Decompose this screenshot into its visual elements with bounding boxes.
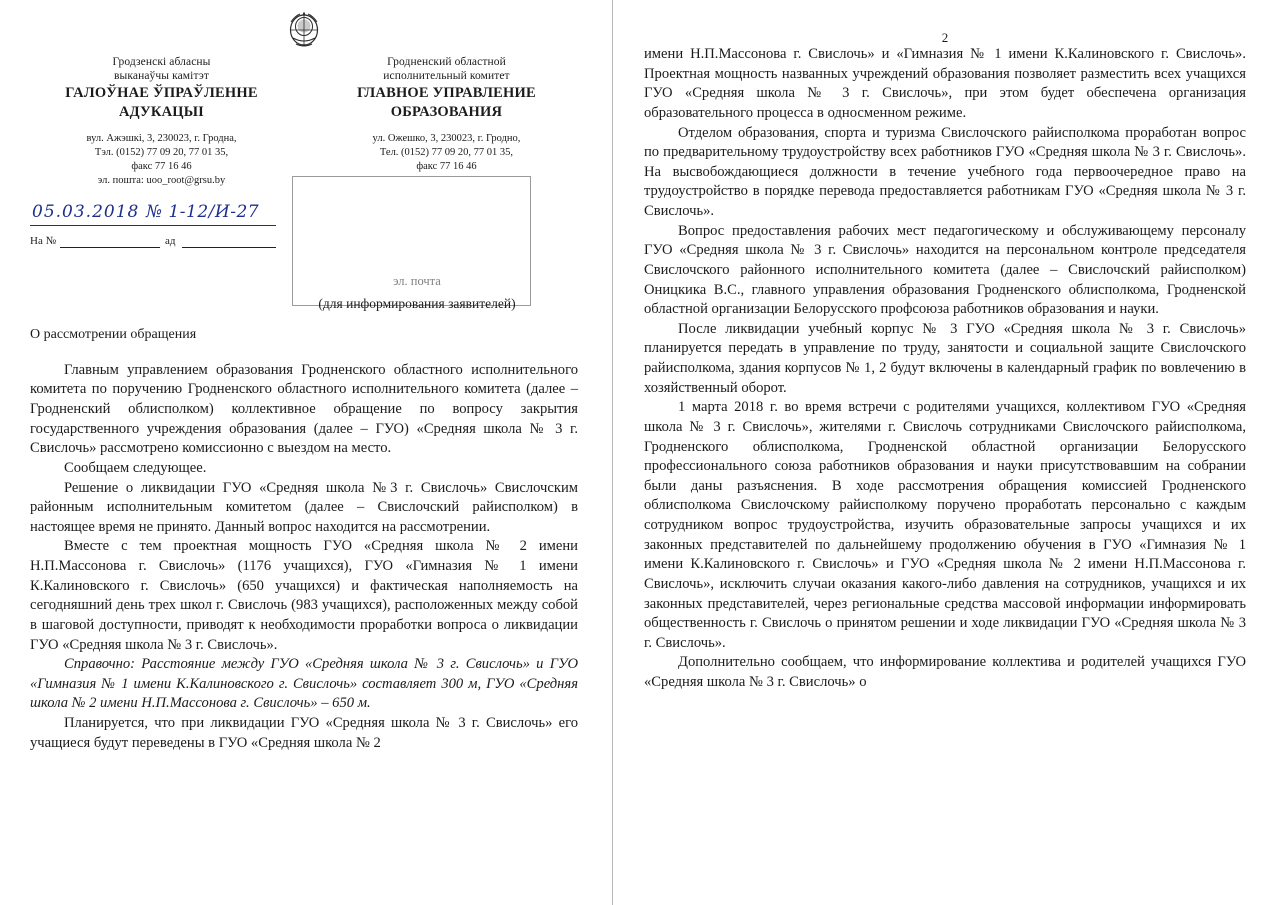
letterhead-belarusian [30, 56, 293, 188]
belarus-coat-of-arms-icon [284, 6, 324, 50]
letterhead-ru-line2: исполнительный комитет [383, 69, 510, 82]
letterhead-ru-title2: ОБРАЗОВАНИЯ [390, 104, 503, 121]
paragraph: Главным управлением образования Гродненского областного исполнительного комитета по поручению Гродненского областного исполнительного комитета (далее – Гродненский облисполком) коллективное обращение по вопросу закрытия государственного учреждения образования (далее – ГУО) «Средняя школа № 3 г. Свислочь» рассмотрено комиссионно с выездом на место. [30, 361, 578, 457]
registration-number: № 1-12/И-27 [146, 201, 260, 222]
letterhead-ru-addr2: Тел. (0152) 77 09 20, 77 01 35, [379, 147, 514, 159]
reply-reference-label: На № [30, 234, 57, 247]
document-left-page [0, 0, 612, 905]
document-subject: О рассмотрении обращения [30, 326, 197, 342]
page-number: 2 [941, 30, 949, 45]
letterhead-russian [315, 56, 578, 188]
letterhead-ru-line1: Гродненский областной [387, 56, 506, 68]
letterhead-be-addr4: эл. пошта: uoo_root@grsu.by [97, 174, 226, 186]
reply-reference-line [30, 233, 280, 253]
reply-date-rule [182, 247, 276, 248]
letterhead [30, 56, 578, 188]
page-column-divider [612, 0, 613, 905]
paragraph: 1 марта 2018 г. во время встречи с родителями учащихся, коллективом ГУО «Средняя школа № 3 г. Свислочь», жителями г. Свислочь сотрудниками Свислочского райисполкома, Гродненского облисполкома, Гродненской областной организации Белорусского профессионального союза работников образования и науки присутствовавшим на собрании были даны разъяснения. В ходе рассмотрения обращения комиссией Гродненского облисполкома Свислочскому райисполкому поручено проработать персонально с каждым сотрудником вопрос трудоустройства, изучить образовательные запросы учащихся и их законных представителей по дальнейшему продолжению обучения в ГУО «Гимназия № 1 имени К.Калиновского г. Свислочь» и ГУО «Средняя школа № 2 имени Н.П.Массонова г. Свислочь», исключить случаи оказания какого-либо давления на сотрудников, учащихся и их законных представителей, через региональные средства массовой информации информировать общественность г. Свислочь о принятом решении и ходе ликвидации ГУО «Средняя школа № 3 г. Свислочь». [644, 399, 1246, 651]
letterhead-be-title2: АДУКАЦЫІ [119, 104, 205, 121]
registration-line [30, 202, 280, 228]
letterhead-be-addr1: вул. Ажэшкі, 3, 230023, г. Гродна, [86, 133, 237, 145]
left-body-text [30, 361, 578, 754]
reply-date-label: ад [165, 234, 176, 247]
reply-reference-rule [60, 247, 160, 248]
registration-underline [30, 225, 276, 226]
paragraph: Планируется, что при ликвидации ГУО «Средняя школа № 3 г. Свислочь» его учащиеся будут переведены в ГУО «Средняя школа № 2 [30, 715, 578, 751]
letterhead-be-title1: ГАЛОЎНАЕ ЎПРАЎЛЕННЕ [65, 85, 258, 102]
paragraph: Отделом образования, спорта и туризма Свислочского райисполкома проработан вопрос по предварительному трудоустройству всех работников ГУО «Средняя школа № 3 г. Свислочь». На высвобождающиеся должности в течение учебного года первоочередное право на трудоустройство в порядке перевода предоставляется работникам ГУО «Средняя школа № 3 г. Свислочь». [644, 124, 1246, 219]
addressee-masked-email: эл. почта [393, 274, 441, 288]
registration-date: 05.03.2018 [32, 201, 140, 222]
letterhead-ru-addr1: ул. Ожешко, 3, 230023, г. Гродно, [372, 133, 521, 145]
document-right-page [612, 0, 1280, 905]
letterhead-be-line2: выканаўчы камітэт [114, 69, 210, 82]
paragraph: Решение о ликвидации ГУО «Средняя школа №3 г. Свислочь» Свислочским районным исполнительным комитетом (далее – Свислочский райисполком) в настоящее время не принято. Данный вопрос находится на рассмотрении. [30, 479, 578, 535]
paragraph: После ликвидации учебный корпус № 3 ГУО «Средняя школа № 3 г. Свислочь» планируется передать в управление по труду, занятости и социальной защите Свислочского райисполкома, здания корпусов № 1, 2 будут включены в календарный график по вовлечению в хозяйственный оборот. [644, 320, 1246, 396]
paragraph-note: Справочно: Расстояние между ГУО «Средняя школа № 3 г. Свислочь» и ГУО «Гимназия № 1 имени К.Калиновского г. Свислочь» составляет 300 м, ГУО «Средняя школа № 2 имени Н.П.Массонова г. Свислочь» – 650 м. [30, 656, 578, 712]
addressee-note: (для информирования заявителей) [318, 296, 516, 311]
letterhead-be-addr2: Тэл. (0152) 77 09 20, 77 01 35, [94, 147, 229, 159]
paragraph: Вместе с тем проектная мощность ГУО «Средняя школа № 2 имени Н.П.Массонова г. Свислочь» (1176 учащихся), ГУО «Гимназия № 1 имени К.Калиновского г. Свислочь» (650 учащихся) и фактическая наполняемость на сегодняшний день трех школ г. Свислочь (983 учащихся), расположенных между собой в шаговой доступности, приводят к необходимости проработки вопроса о ликвидации ГУО «Средняя школа № 3 г. Свислочь». [30, 538, 578, 653]
right-body-text [644, 45, 1246, 693]
paragraph: Вопрос предоставления рабочих мест педагогическому и обслуживающему персоналу ГУО «Средняя школа № 3 г. Свислочь» находится на персональном контроле председателя Свислочского районного исполнительного комитета (далее – Свислочский райисполком) Оницкика В.С., главного управления образования Гродненского облисполкома, Гродненской областной организации Белорусского профсоюза работников образования и науки. [644, 222, 1246, 318]
paragraph: Сообщаем следующее. [64, 459, 207, 476]
emblem-container [30, 6, 578, 52]
letterhead-ru-title1: ГЛАВНОЕ УПРАВЛЕНИЕ [357, 85, 536, 102]
paragraph: Дополнительно сообщаем, что информирование коллектива и родителей учащихся ГУО «Средняя школа № 3 г. Свислочь» о [644, 654, 1246, 690]
letterhead-be-address [30, 132, 293, 187]
letterhead-ru-addr3: факс 77 16 46 [416, 161, 477, 173]
paragraph: имени Н.П.Массонова г. Свислочь» и «Гимназия № 1 имени К.Калиновского г. Свислочь». Проектная мощность названных учреждений образования позволяет разместить всех учащихся ГУО «Средняя школа № 3 г. Свислочь», при этом будет обеспечена организация образовательного процесса в односменном режиме. [644, 46, 1246, 121]
letterhead-be-addr3: факс 77 16 46 [131, 161, 192, 173]
letterhead-be-line1: Гродзенскі абласны [112, 56, 211, 68]
